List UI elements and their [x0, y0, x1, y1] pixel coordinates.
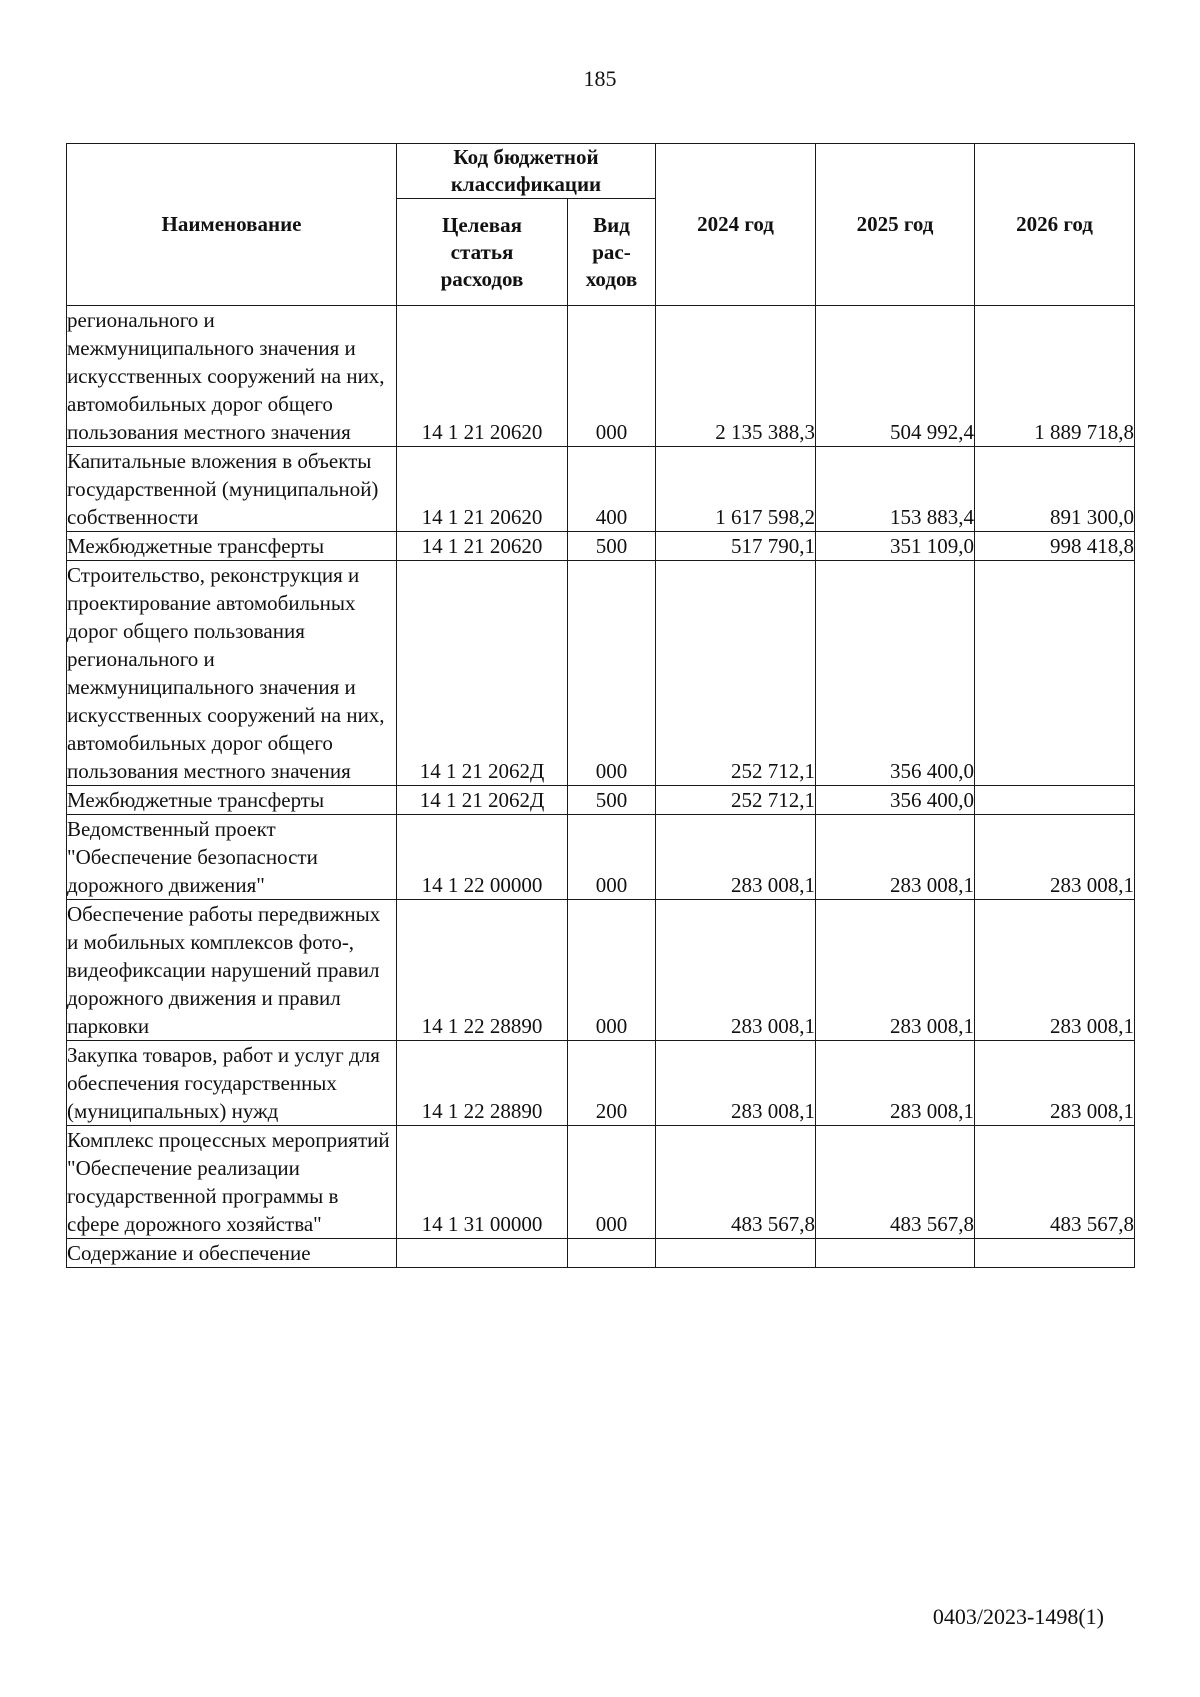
header-code-group: Код бюджетной классификации: [397, 144, 656, 199]
row-target-article: 14 1 31 00000: [397, 1126, 568, 1239]
row-value-2024: 517 790,1: [656, 532, 816, 561]
header-expense-kind: Вид рас-ходов: [568, 199, 656, 306]
row-value-2024: 252 712,1: [656, 786, 816, 815]
document-id: 0403/2023-1498(1): [932, 1604, 1104, 1629]
table-row: [67, 306, 1135, 447]
row-expense-kind: 000: [568, 561, 656, 786]
row-value-2025: 356 400,0: [816, 561, 975, 786]
row-value-2025: 283 008,1: [816, 815, 975, 900]
row-target-article: 14 1 22 28890: [397, 1041, 568, 1126]
header-target-article: Целевая статья расходов: [397, 199, 568, 306]
row-name: Обеспечение работы передвижных и мобильных комплексов фото-, видеофиксации нарушений правил дорожного движения и правил парковки: [67, 900, 397, 1041]
table-row: [67, 1041, 1135, 1126]
row-value-2024: 2 135 388,3: [656, 306, 816, 447]
row-target-article: 14 1 21 2062Д: [397, 561, 568, 786]
row-name: Ведомственный проект "Обеспечение безопасности дорожного движения": [67, 815, 397, 900]
row-value-2026: 483 567,8: [975, 1126, 1135, 1239]
row-target-article: 14 1 21 20620: [397, 447, 568, 532]
header-2024: 2024 год: [656, 144, 816, 306]
table-row: [67, 1239, 1135, 1268]
row-value-2024: 283 008,1: [656, 900, 816, 1041]
row-expense-kind: 000: [568, 815, 656, 900]
row-value-2024: [656, 1239, 816, 1268]
row-value-2026: [975, 1239, 1135, 1268]
row-name: Закупка товаров, работ и услуг для обеспечения государственных (муниципальных) нужд: [67, 1041, 397, 1126]
row-target-article: 14 1 21 20620: [397, 532, 568, 561]
row-value-2026: 283 008,1: [975, 1041, 1135, 1126]
row-name: Межбюджетные трансферты: [67, 786, 397, 815]
row-expense-kind: 000: [568, 306, 656, 447]
table-row: [67, 815, 1135, 900]
row-expense-kind: 200: [568, 1041, 656, 1126]
row-value-2025: 283 008,1: [816, 900, 975, 1041]
row-target-article: 14 1 21 2062Д: [397, 786, 568, 815]
table-row: [67, 561, 1135, 786]
row-target-article: 14 1 22 28890: [397, 900, 568, 1041]
header-2026: 2026 год: [975, 144, 1135, 306]
row-expense-kind: 000: [568, 900, 656, 1041]
row-expense-kind: [568, 1239, 656, 1268]
row-value-2026: 998 418,8: [975, 532, 1135, 561]
row-value-2026: 891 300,0: [975, 447, 1135, 532]
row-target-article: 14 1 22 00000: [397, 815, 568, 900]
row-expense-kind: 400: [568, 447, 656, 532]
row-name: Капитальные вложения в объекты государственной (муниципальной) собственности: [67, 447, 397, 532]
row-name: Межбюджетные трансферты: [67, 532, 397, 561]
table-row: [67, 532, 1135, 561]
row-value-2024: 283 008,1: [656, 815, 816, 900]
row-value-2024: 252 712,1: [656, 561, 816, 786]
row-expense-kind: 500: [568, 532, 656, 561]
row-value-2026: 283 008,1: [975, 900, 1135, 1041]
row-value-2026: [975, 561, 1135, 786]
row-value-2026: 283 008,1: [975, 815, 1135, 900]
row-value-2025: 483 567,8: [816, 1126, 975, 1239]
table-row: [67, 447, 1135, 532]
row-target-article: [397, 1239, 568, 1268]
header-name: Наименование: [67, 144, 397, 306]
page-number: 185: [583, 66, 617, 91]
row-name: Комплекс процессных мероприятий "Обеспечение реализации государственной программы в сфере дорожного хозяйства": [67, 1126, 397, 1239]
table-row: [67, 786, 1135, 815]
row-value-2026: 1 889 718,8: [975, 306, 1135, 447]
row-value-2025: [816, 1239, 975, 1268]
row-value-2025: 351 109,0: [816, 532, 975, 561]
row-expense-kind: 000: [568, 1126, 656, 1239]
row-value-2025: 504 992,4: [816, 306, 975, 447]
row-value-2024: 483 567,8: [656, 1126, 816, 1239]
table-row: [67, 1126, 1135, 1239]
row-name: Строительство, реконструкция и проектирование автомобильных дорог общего пользования регионального и межмуниципального значения и искусственных сооружений на них, автомобильных дорог общего пользования местного значения: [67, 561, 397, 786]
row-value-2025: 356 400,0: [816, 786, 975, 815]
row-value-2024: 283 008,1: [656, 1041, 816, 1126]
table-row: [67, 900, 1135, 1041]
row-name: регионального и межмуниципального значения и искусственных сооружений на них, автомобильных дорог общего пользования местного значения: [67, 306, 397, 447]
row-expense-kind: 500: [568, 786, 656, 815]
row-value-2025: 153 883,4: [816, 447, 975, 532]
budget-table: [66, 143, 1135, 1268]
row-target-article: 14 1 21 20620: [397, 306, 568, 447]
row-value-2026: [975, 786, 1135, 815]
row-value-2025: 283 008,1: [816, 1041, 975, 1126]
row-value-2024: 1 617 598,2: [656, 447, 816, 532]
header-2025: 2025 год: [816, 144, 975, 306]
row-name: Содержание и обеспечение: [67, 1239, 397, 1268]
